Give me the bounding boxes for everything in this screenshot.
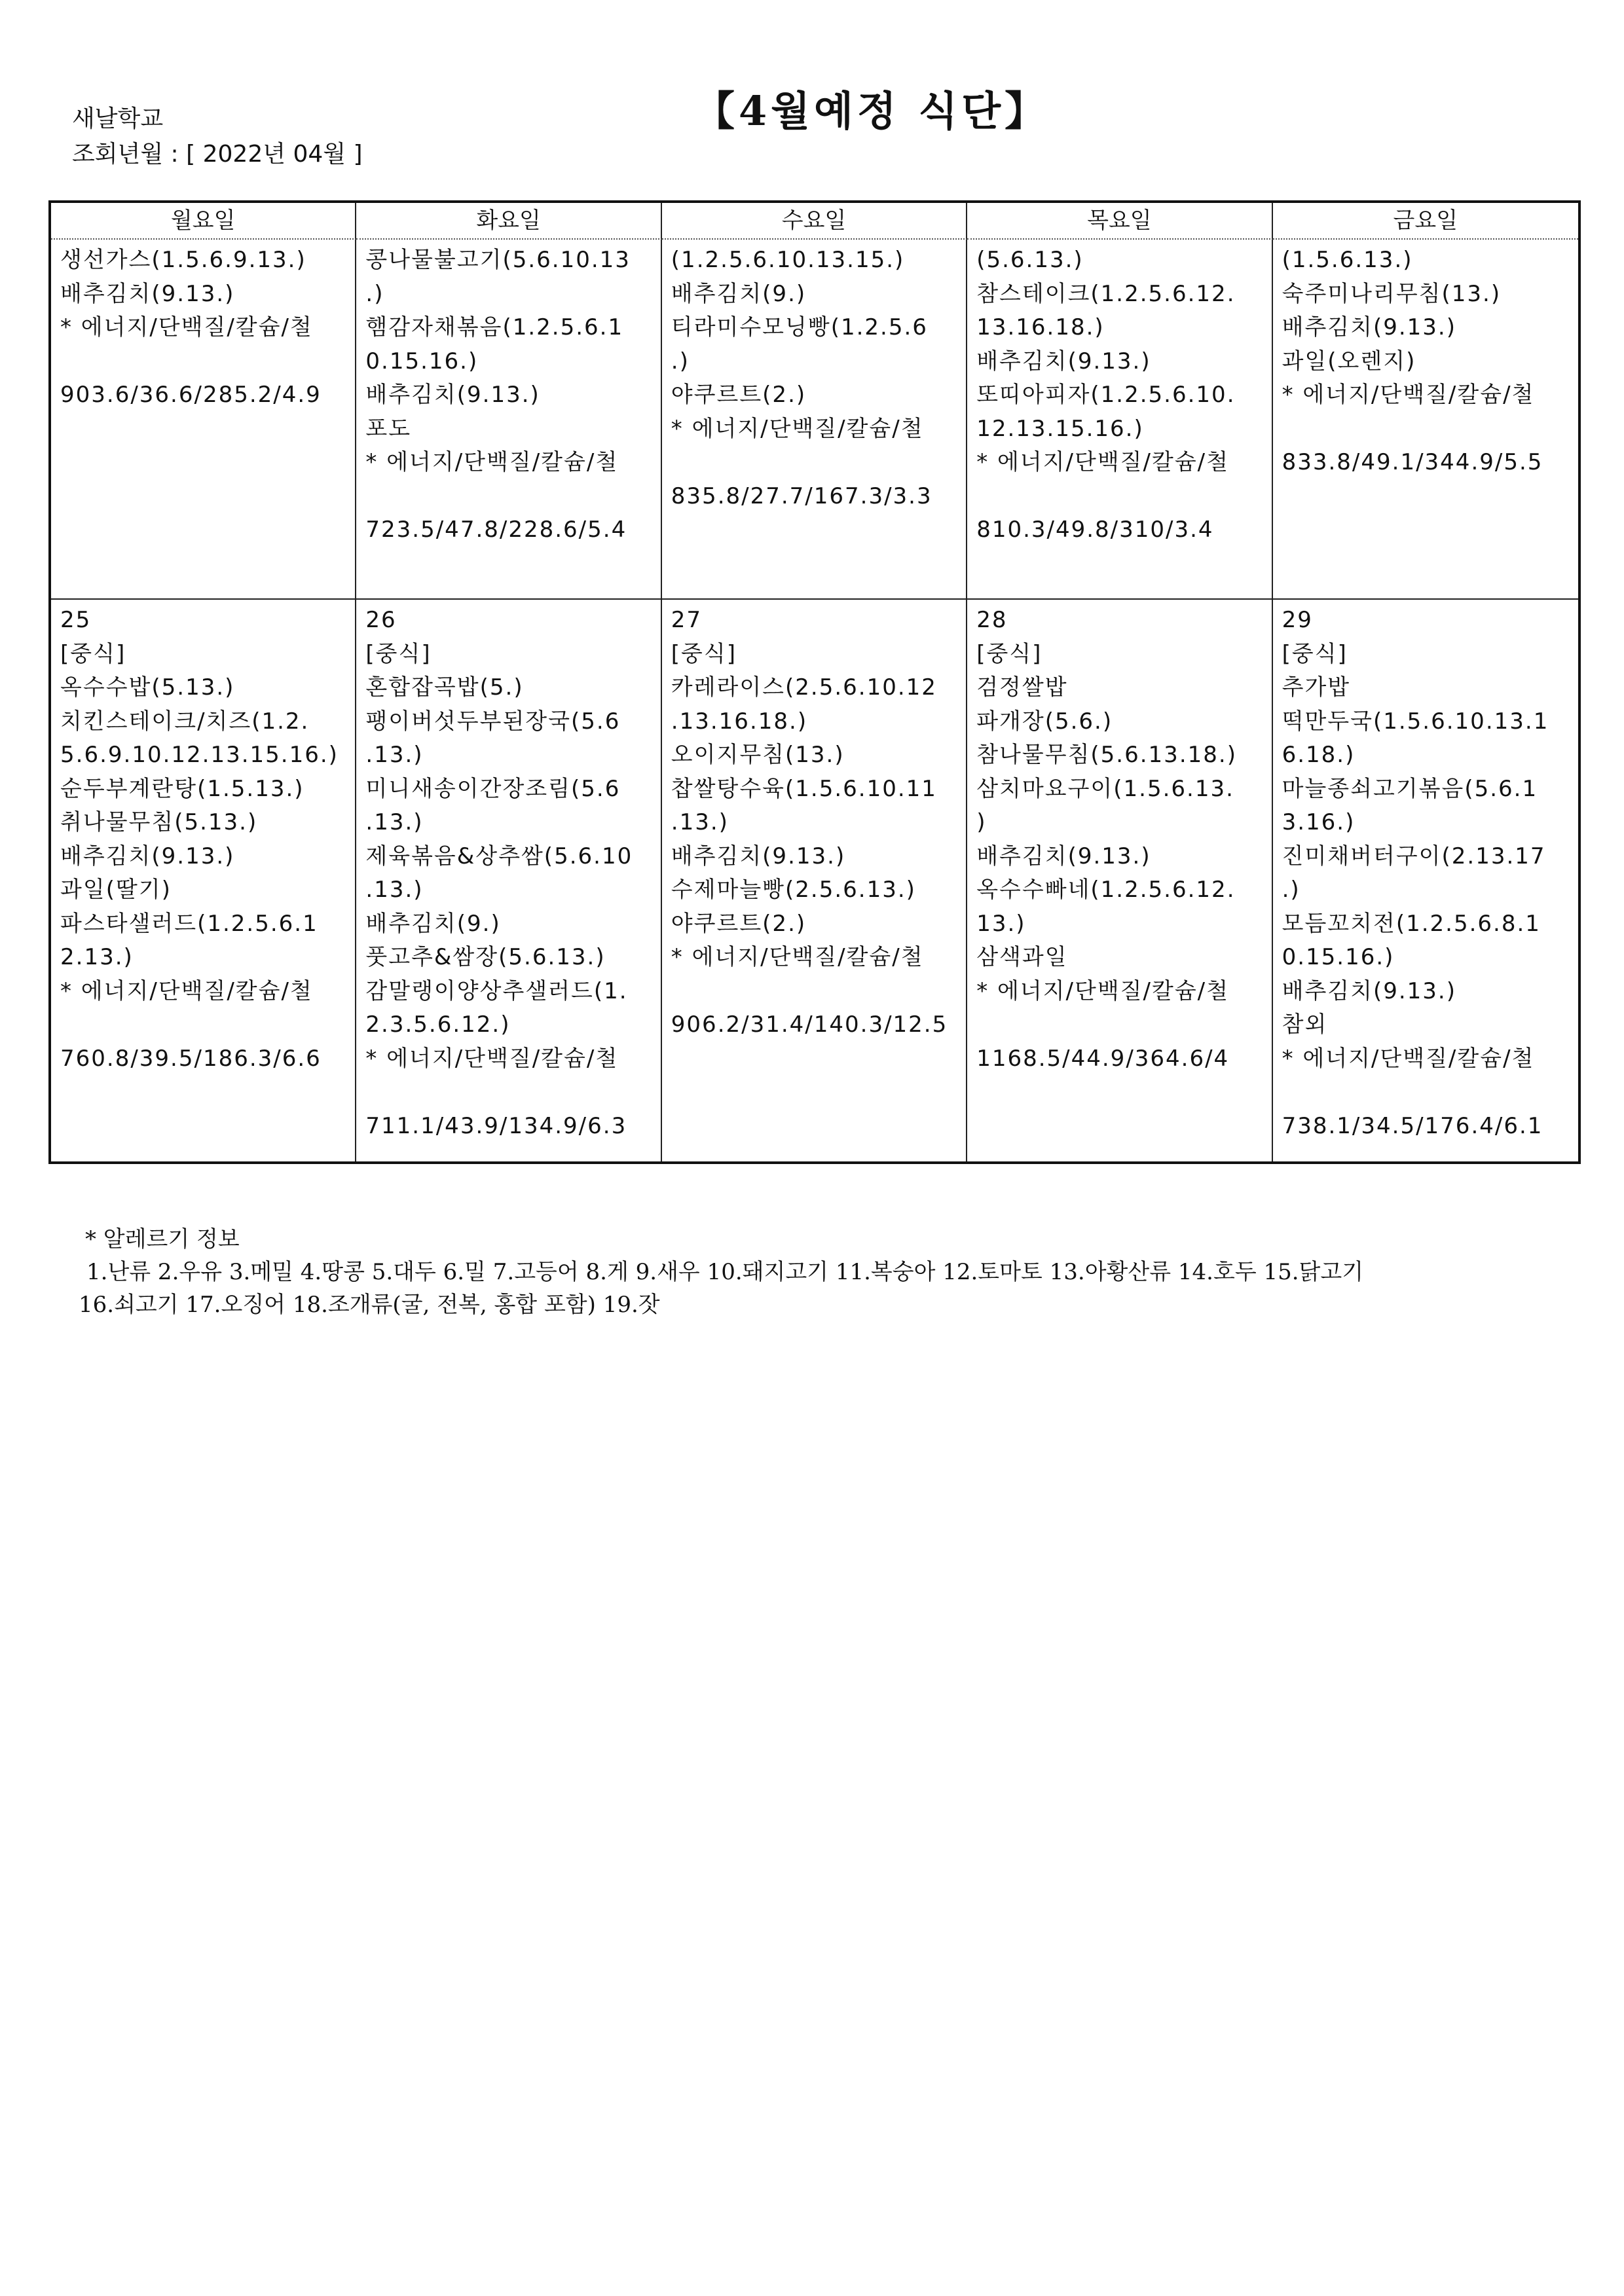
menu-line: 배추김치(9.13.)	[1282, 977, 1457, 1004]
menu-line: 배추김치(9.13.)	[60, 280, 235, 307]
menu-line: 파개장(5.6.)	[976, 708, 1113, 735]
menu-line: 마늘종쇠고기볶음(5.6.1	[1282, 775, 1538, 802]
menu-line: 5.6.9.10.12.13.15.16.)	[60, 742, 339, 768]
allergy-title: * 알레르기 정보	[85, 1226, 240, 1252]
menu-line: 29	[1282, 607, 1313, 633]
menu-line: 1168.5/44.9/364.6/4	[976, 1045, 1230, 1072]
menu-cell-week1-tue	[356, 240, 661, 600]
menu-line: 찹쌀탕수육(1.5.6.10.11	[671, 775, 937, 802]
menu-line: 참외	[1282, 1011, 1328, 1038]
menu-line: 711.1/43.9/134.9/6.3	[365, 1112, 627, 1139]
menu-line: (5.6.13.)	[976, 247, 1084, 273]
menu-line: 혼합잡곡밥(5.)	[365, 674, 524, 701]
menu-line: 진미채버터구이(2.13.17	[1282, 843, 1546, 869]
school-name: 새날학교	[72, 105, 164, 132]
menu-line: (1.2.5.6.10.13.15.)	[671, 247, 905, 273]
menu-cell-week2-mon	[51, 600, 356, 1161]
menu-line: 참나물무침(5.6.13.18.)	[976, 742, 1237, 768]
menu-line: * 에너지/단백질/칼슘/철	[60, 314, 313, 340]
menu-line	[1282, 1076, 1569, 1110]
menu-cell-week2-wed	[662, 600, 967, 1161]
menu-line: * 에너지/단백질/칼슘/철	[671, 944, 924, 970]
menu-line: 과일(오렌지)	[1282, 348, 1416, 374]
menu-line: 제육볶음&상추쌈(5.6.10	[365, 843, 633, 869]
day-header-fri: 금요일	[1273, 203, 1578, 240]
menu-line: 0.15.16.)	[1282, 944, 1395, 970]
menu-line: 833.8/49.1/344.9/5.5	[1282, 449, 1543, 475]
menu-line: 순두부계란탕(1.5.13.)	[60, 775, 304, 802]
menu-line: 콩나물불고기(5.6.10.13	[365, 247, 631, 273]
menu-line: 삼치마요구이(1.5.6.13.	[976, 775, 1234, 802]
menu-line: [중식]	[671, 640, 737, 667]
menu-line: 파스타샐러드(1.2.5.6.1	[60, 910, 318, 937]
menu-cell-week2-fri	[1273, 600, 1578, 1161]
menu-line: 과일(딸기)	[60, 877, 172, 903]
menu-line: 팽이버섯두부된장국(5.6	[365, 708, 621, 735]
menu-line: (1.5.6.13.)	[1282, 247, 1413, 273]
menu-line: .13.)	[365, 809, 424, 835]
menu-line: 배추김치(9.13.)	[976, 843, 1151, 869]
page-title: 【4월예정 식단】	[694, 87, 1050, 135]
menu-line: 또띠아피자(1.2.5.6.10.	[976, 382, 1236, 408]
query-month: 조회년월 : [ 2022년 04월 ]	[72, 141, 363, 168]
menu-line: 760.8/39.5/186.3/6.6	[60, 1045, 322, 1072]
allergy-line-2: 16.쇠고기 17.오징어 18.조개류(굴, 전복, 홍합 포함) 19.잣	[79, 1292, 660, 1318]
day-header-mon: 월요일	[51, 203, 356, 240]
menu-line: * 에너지/단백질/칼슘/철	[976, 449, 1229, 475]
menu-line: 835.8/27.7/167.3/3.3	[671, 483, 932, 509]
menu-line: 810.3/49.8/310/3.4	[976, 517, 1214, 543]
menu-line: 풋고추&쌈장(5.6.13.)	[365, 944, 606, 970]
menu-line: 906.2/31.4/140.3/12.5	[671, 1011, 948, 1038]
menu-line: * 에너지/단백질/칼슘/철	[365, 1045, 619, 1072]
day-header-tue: 화요일	[356, 203, 661, 240]
menu-line: 배추김치(9.13.)	[365, 382, 540, 408]
menu-line	[671, 446, 957, 480]
menu-line: 오이지무침(13.)	[671, 742, 845, 768]
menu-line: 야쿠르트(2.)	[671, 382, 807, 408]
menu-line: 3.16.)	[1282, 809, 1356, 835]
menu-line: 옥수수빠네(1.2.5.6.12.	[976, 877, 1236, 903]
menu-line	[976, 480, 1262, 514]
menu-line: .13.)	[671, 809, 729, 835]
menu-line: 배추김치(9.13.)	[976, 348, 1151, 374]
menu-line: 배추김치(9.)	[365, 910, 501, 937]
menu-cell-week1-thu	[967, 240, 1272, 600]
menu-line: 수제마늘빵(2.5.6.13.)	[671, 877, 916, 903]
menu-line: 0.15.16.)	[365, 348, 479, 374]
allergy-info	[79, 1223, 1363, 1321]
menu-line: 삼색과일	[976, 944, 1068, 970]
menu-line: 배추김치(9.)	[671, 280, 807, 307]
menu-cell-week2-tue	[356, 600, 661, 1161]
menu-line: * 에너지/단백질/칼슘/철	[976, 977, 1229, 1004]
menu-line: .)	[1282, 877, 1301, 903]
menu-line	[365, 1076, 651, 1110]
menu-line: 배추김치(9.13.)	[671, 843, 846, 869]
menu-line: 27	[671, 607, 703, 633]
menu-line: 13.16.18.)	[976, 314, 1105, 340]
menu-line: 치킨스테이크/치즈(1.2.	[60, 708, 310, 735]
menu-line: 모듬꼬치전(1.2.5.6.8.1	[1282, 910, 1541, 937]
menu-line: * 에너지/단백질/칼슘/철	[365, 449, 619, 475]
menu-line: 13.)	[976, 910, 1026, 937]
menu-line: [중식]	[365, 640, 432, 667]
menu-line	[671, 975, 957, 1009]
menu-line: [중식]	[976, 640, 1043, 667]
menu-line: 햄감자채볶음(1.2.5.6.1	[365, 314, 624, 340]
menu-line: 2.3.5.6.12.)	[365, 1011, 511, 1038]
menu-line: 티라미수모닝빵(1.2.5.6	[671, 314, 928, 340]
menu-line: 738.1/34.5/176.4/6.1	[1282, 1112, 1543, 1139]
menu-line	[1282, 412, 1569, 446]
menu-cell-week2-thu	[967, 600, 1272, 1161]
menu-cell-week1-mon	[51, 240, 356, 600]
menu-line: 카레라이스(2.5.6.10.12	[671, 674, 937, 701]
menu-line: 25	[60, 607, 92, 633]
menu-line: 추가밥	[1282, 674, 1351, 701]
menu-line: 떡만두국(1.5.6.10.13.1	[1282, 708, 1549, 735]
menu-line: .13.)	[365, 742, 424, 768]
menu-line: * 에너지/단백질/칼슘/철	[671, 415, 924, 442]
allergy-line-1: 1.난류 2.우유 3.메밀 4.땅콩 5.대두 6.밀 7.고등어 8.게 9.새우 10.돼지고기 11.복숭아 12.토마토 13.아황산류 14.호두 15.닭고기	[86, 1259, 1364, 1285]
menu-line: 배추김치(9.13.)	[60, 843, 235, 869]
menu-line: * 에너지/단백질/칼슘/철	[60, 977, 313, 1004]
menu-line: 숙주미나리무침(13.)	[1282, 280, 1502, 307]
menu-line: )	[976, 809, 987, 835]
menu-line	[60, 345, 346, 379]
menu-line: 포도	[365, 415, 412, 442]
menu-line: 옥수수밥(5.13.)	[60, 674, 235, 701]
menu-line	[365, 480, 651, 514]
day-header-thu: 목요일	[967, 203, 1272, 240]
menu-line: 28	[976, 607, 1008, 633]
menu-line: * 에너지/단백질/칼슘/철	[1282, 382, 1535, 408]
menu-line: 26	[365, 607, 397, 633]
menu-cell-week1-fri	[1273, 240, 1578, 600]
day-header-wed: 수요일	[662, 203, 967, 240]
menu-line: .13.)	[365, 877, 424, 903]
menu-line: * 에너지/단백질/칼슘/철	[1282, 1045, 1535, 1072]
menu-line: 취나물무침(5.13.)	[60, 809, 258, 835]
menu-line	[976, 1008, 1262, 1042]
menu-line	[60, 1008, 346, 1042]
menu-line: 723.5/47.8/228.6/5.4	[365, 517, 627, 543]
menu-line: 야쿠르트(2.)	[671, 910, 807, 937]
menu-cell-week1-wed	[662, 240, 967, 600]
menu-line: 생선가스(1.5.6.9.13.)	[60, 247, 306, 273]
menu-line: 검정쌀밥	[976, 674, 1068, 701]
menu-line: 2.13.)	[60, 944, 134, 970]
menu-table	[48, 200, 1581, 1164]
menu-line: 6.18.)	[1282, 742, 1356, 768]
menu-line: .13.16.18.)	[671, 708, 808, 735]
menu-line: .)	[671, 348, 690, 374]
menu-line: 감말랭이양상추샐러드(1.	[365, 977, 628, 1004]
menu-line: 903.6/36.6/285.2/4.9	[60, 382, 322, 408]
menu-line: [중식]	[1282, 640, 1348, 667]
menu-line: 참스테이크(1.2.5.6.12.	[976, 280, 1236, 307]
menu-line: .)	[365, 280, 384, 307]
menu-line: 미니새송이간장조림(5.6	[365, 775, 621, 802]
menu-line: [중식]	[60, 640, 126, 667]
menu-line: 배추김치(9.13.)	[1282, 314, 1457, 340]
menu-line: 12.13.15.16.)	[976, 415, 1144, 442]
